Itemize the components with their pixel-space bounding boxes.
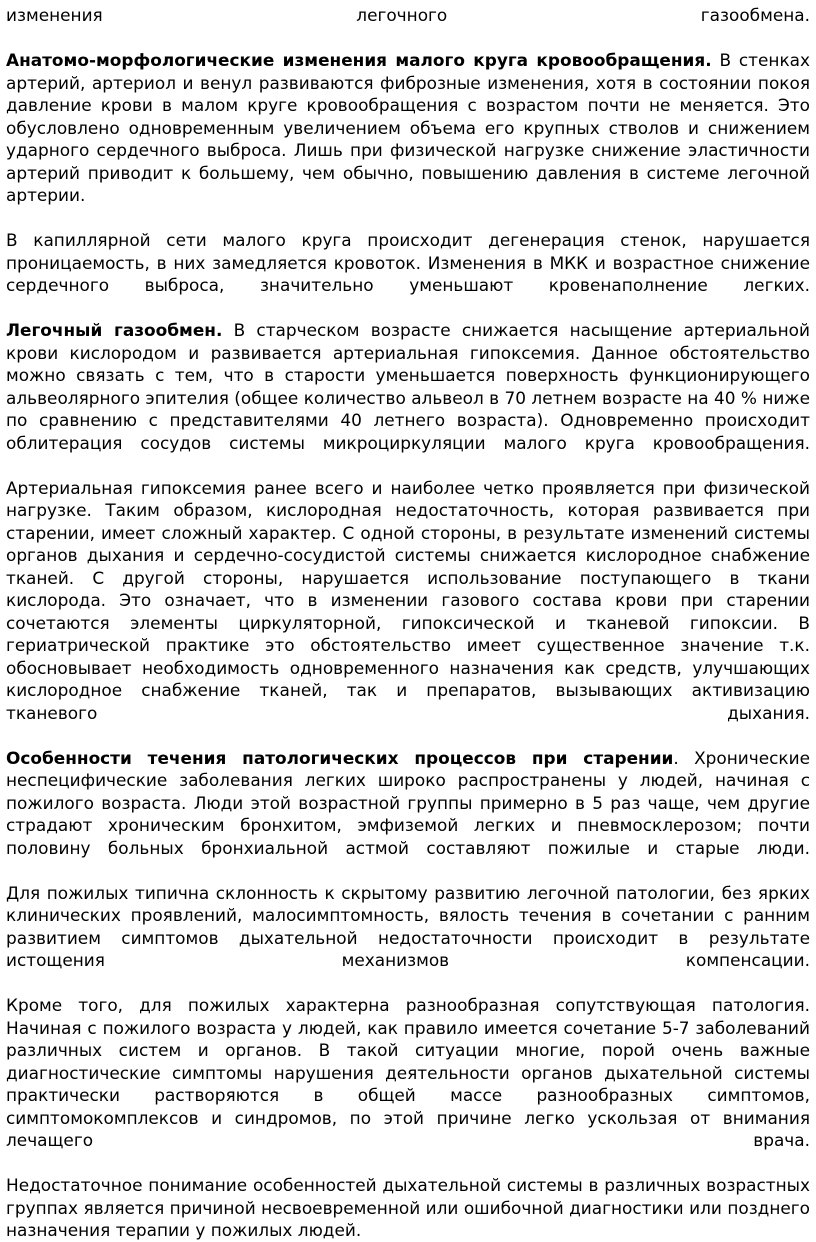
paragraph-conclusion [6, 1174, 810, 1242]
paragraph-text: Недостаточное понимание особенностей дыхательной системы в различных возрастных группах является причиной несвоевременной или ошибочной диагностики или позднего назначения терапии у пожилых людей. [6, 1175, 810, 1240]
paragraph-text: Кроме того, для пожилых характерна разнообразная сопутствующая патология. Начиная с пожилого возраста у людей, как правило имеется сочетание 5-7 заболеваний различных систем и органов. В такой ситуации многие, порой очень важные диагностические симптомы нарушения деятельности органов дыхательной системы практически растворяются в общей массе разнообразных симптомов, симптомокомплексов и синдромов, по этой причине легко ускользая от внимания лечащего врача. [6, 995, 810, 1150]
paragraph-text: В капиллярной сети малого круга происходит дегенерация стенок, нарушается проницаемость, в них замедляется кровоток. Изменения в МКК и возрастное снижение сердечного выброса, значительно уменьшают кровенаполнение легких. [6, 230, 810, 295]
paragraph-text: В стенках артерий, артериол и венул развиваются фиброзные изменения, хотя в состоянии покоя давление крови в малом круге кровообращения с возрастом почти не меняется. Это обусловлено одновременным увеличением объема его крупных стволов и снижением ударного сердечного выброса. Лишь при физической нагрузке снижение эластичности артерий приводит к большему, чем обычно, повышению давления в системе легочной артерии. [6, 50, 810, 205]
paragraph-text: Артериальная гипоксемия ранее всего и наиболее четко проявляется при физической нагрузке. Таким образом, кислородная недостаточность, которая развивается при старении, имеет сложный характер. С одной стороны, в результате изменений системы органов дыхания и сердечно-сосудистой системы снижается кислородное снабжение тканей. С другой стороны, нарушается использование поступающего в ткани кислорода. Это означает, что в изменении газового состава крови при старении сочетаются элементы циркуляторной, гипоксической и тканевой гипоксии. В гериатрической практике это обстоятельство имеет существенное значение т.к. обосновывает необходимость одновременного назначения как средств, улучшающих кислородное снабжение тканей, так и препаратов, вызывающих активизацию тканевого дыхания. [6, 477, 810, 723]
section-heading-pulmonary-circulation: Анатомо-морфологические изменения малого круга кровообращения. [6, 50, 712, 70]
paragraph-text: изменения легочного газообмена. [6, 5, 810, 25]
paragraph-capillary-network [6, 229, 810, 297]
section-heading-gas-exchange: Легочный газообмен. [6, 320, 223, 340]
paragraph-pulmonary-circulation [6, 49, 810, 207]
paragraph-latent-pathology [6, 882, 810, 972]
paragraph-gas-exchange [6, 319, 810, 454]
paragraph-text: Для пожилых типична склонность к скрытому развитию легочной патологии, без ярких клинических проявлений, малосимптомность, вялость течения в сочетании с ранним развитием симптомов дыхательной недостаточности происходит в результате истощения механизмов компенсации. [6, 882, 810, 970]
paragraph-text: . Хронические неспецифические заболевания легких широко распространены у людей, начиная с пожилого возраста. Люди этой возрастной группы примерно в 5 раз чаще, чем другие страдают хроническим бронхитом, эмфиземой легких и пневмосклерозом; почти половину больных бронхиальной астмой составляют пожилые и старые люди. [6, 747, 810, 858]
paragraph-comorbidity [6, 994, 810, 1152]
paragraph-gas-exchange-intro [6, 4, 810, 27]
paragraph-pathology [6, 747, 810, 860]
paragraph-text: В старческом возрасте снижается насыщение артериальной крови кислородом и развивается артериальная гипоксемия. Данное обстоятельство можно связать с тем, что в старости уменьшается поверхность функционирующего альвеолярного эпителия (общее количество альвеол в 70 летнем возрасте на 40 % ниже по сравнению с представителями 40 летнего возраста). Одновременно происходит облитерация сосудов системы микроциркуляции малого круга кровообращения. [6, 320, 810, 453]
paragraph-hypoxemia [6, 477, 810, 725]
section-heading-pathology: Особенности течения патологических процессов при старении [6, 747, 674, 768]
